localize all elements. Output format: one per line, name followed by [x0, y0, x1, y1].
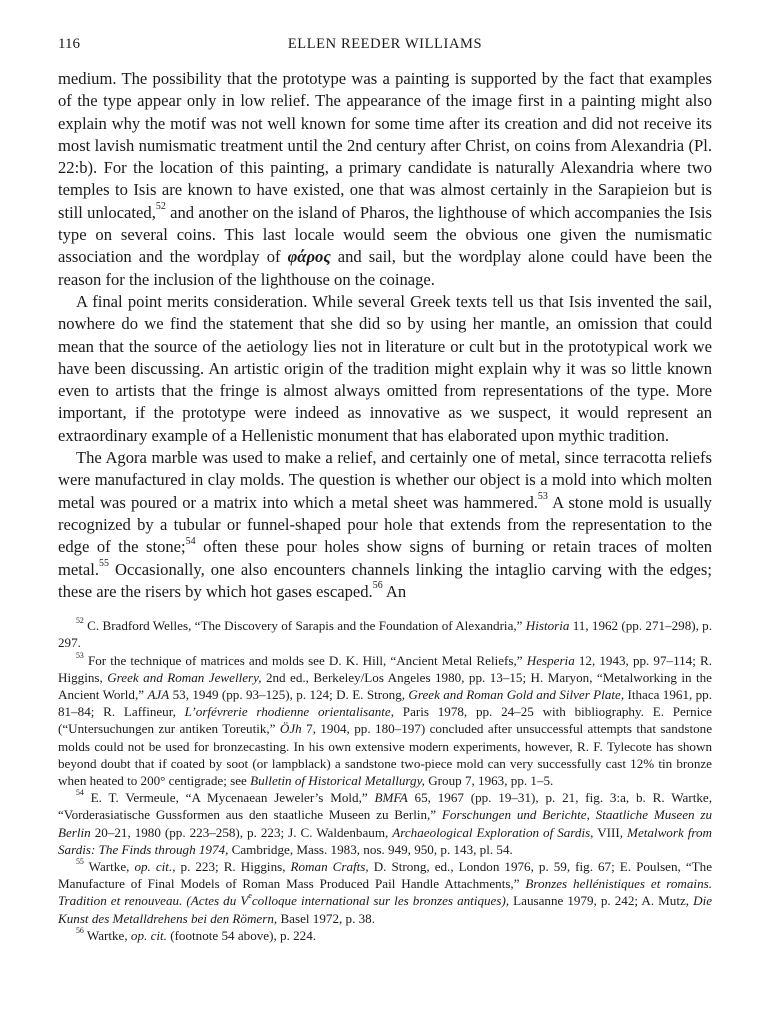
paragraph-1: medium. The possibility that the prototype was a painting is supported by the fact that examples of the type appear only in low relief. The appearance of the image first in a painting might also explain why the motif was not well known for some time after its creation and did not receive its most lavish numismatic treatment until the 2nd century after Christ, on coins from Alexandria (Pl. 22:b). For the location of this painting, a primary candidate is naturally Alexandria where two temples to Isis are known to have existed, one that was almost certainly in the Sarapieion but is still unlocated,$^{52}$ and another on the island of Pharos, the lighthouse of which accompanies the Isis type on several coins. This last locale would seem the obvious one given the numismatic association and the wordplay of φάρος and sail, but the wordplay alone could have been the reason for the inclusion of the lighthouse on the coinage.	[58, 69, 712, 289]
footnote-ref-52[interactable]: 52	[155, 201, 166, 213]
page	[58, 36, 712, 944]
footnote-ref-56[interactable]: 56	[372, 580, 383, 592]
greek-word: φάρος	[287, 247, 331, 267]
footnote-56: $^{56}$ Wartke, op. cit. (footnote 54 above), p. 224.	[76, 925, 317, 943]
running-head: ELLEN REEDER WILLIAMS	[287, 36, 483, 52]
footnote-55: $^{55}$ Wartke, op. cit., p. 223; R. Higgins, Roman Crafts, D. Strong, ed., London 1976, p. 59, fig. 67; E. Poulsen, “The Manufacture of Final Models of Roman Mass Produced Pail Handle Attachments,” Bronzes hellénistiques et romains. Tradition et renouveau. (Actes du Vecolloque international sur les bronzes antiques), Lausanne 1979, p. 242; A. Mutz, Die Kunst des Metalldrehens bei den Römern, Basel 1972, p. 38.	[58, 857, 713, 926]
body-text	[58, 68, 712, 603]
footnotes	[58, 617, 712, 944]
page-number: 116	[58, 36, 80, 52]
page-header	[58, 36, 712, 58]
footnote-ref-55[interactable]: 55	[99, 558, 109, 570]
footnote-52: $^{52}$ C. Bradford Welles, “The Discovery of Sarapis and the Foundation of Alexandria,” Historia 11, 1962 (pp. 271–298), p. 297.	[58, 616, 713, 651]
footnote-ref-53[interactable]: 53	[537, 491, 548, 503]
footnote-54: $^{54}$ E. T. Vermeule, “A Mycenaean Jeweler’s Mold,” BMFA 65, 1967 (pp. 19–31), p. 21, fig. 3:a, b. R. Wartke, “Vorderasiatische Gussformen aus den staatliche Museen zu Berlin,” Forschungen und Berichte, Staatliche Museen zu Berlin 20–21, 1980 (pp. 223–258), p. 223; J. C. Waldenbaum, Archaeological Exploration of Sardis, VIII, Metalwork from Sardis: The Finds through 1974, Cambridge, Mass. 1983, nos. 949, 950, p. 143, pl. 54.	[58, 788, 712, 857]
footnote-ref-54[interactable]: 54	[185, 535, 196, 547]
footnote-53: $^{53}$ For the technique of matrices and molds see D. K. Hill, “Ancient Metal Reliefs,” Hesperia 12, 1943, pp. 97–114; R. Higgins, Greek and Roman Jewellery, 2nd ed., Berkeley/Los Angeles 1980, pp. 13–15; H. Maryon, “Metalworking in the Ancient World,” AJA 53, 1949 (pp. 93–125), p. 124; D. E. Strong, Greek and Roman Gold and Silver Plate, Ithaca 1961, pp. 81–84; R. Laffineur, L’orfévrerie rhodienne orientalisante, Paris 1978, pp. 24–25 with bibliography. E. Pernice (“Untersuchungen zur antiken Toreutik,” ÖJh 7, 1904, pp. 180–197) concluded after unsuccessful attempts that sandstone molds could not be used for bronzecasting. In his own extensive modern experiments, however, R. F. Tylecote has shown beyond doubt that if coated by soot (or lampblack) a sandstone two-piece mold can very successfully cast 12% tin bronze when heated to 200° centigrade; see Bulletin of Historical Metallurgy, Group 7, 1963, pp. 1–5.	[58, 650, 713, 788]
paragraph-3: The Agora marble was used to make a relief, and certainly one of metal, since terracotta reliefs were manufactured in clay molds. The question is whether our object is a mold into which molten metal was poured or a matrix into which a metal sheet was hammered.$^{53}$ A stone mold is usually recognized by a tubular or funnel-shaped pour hole that extends from the representation to the edge of the stone;$^{54}$ often these pour holes show signs of burning or retain traces of molten metal.$^{55}$ Occasionally, one also encounters channels linking the intaglio carving with the edges; these are the risers by which hot gases escaped.$^{56}$ An	[58, 448, 712, 601]
paragraph-2: A final point merits consideration. While several Greek texts tell us that Isis invented the sail, nowhere do we find the statement that she did so by using her mantle, an omission that could mean that the source of the aetiology lies not in literature or cult but in the prototypical work we have been discussing. An artistic origin of the tradition might explain why it was so little known even to artists that the fringe is almost always omitted from representations of the type. More important, if the prototype were indeed as innovative as we suspect, it would represent an extraordinary example of a Hellenistic monument that has elaborated upon mythic tradition.	[58, 291, 712, 445]
